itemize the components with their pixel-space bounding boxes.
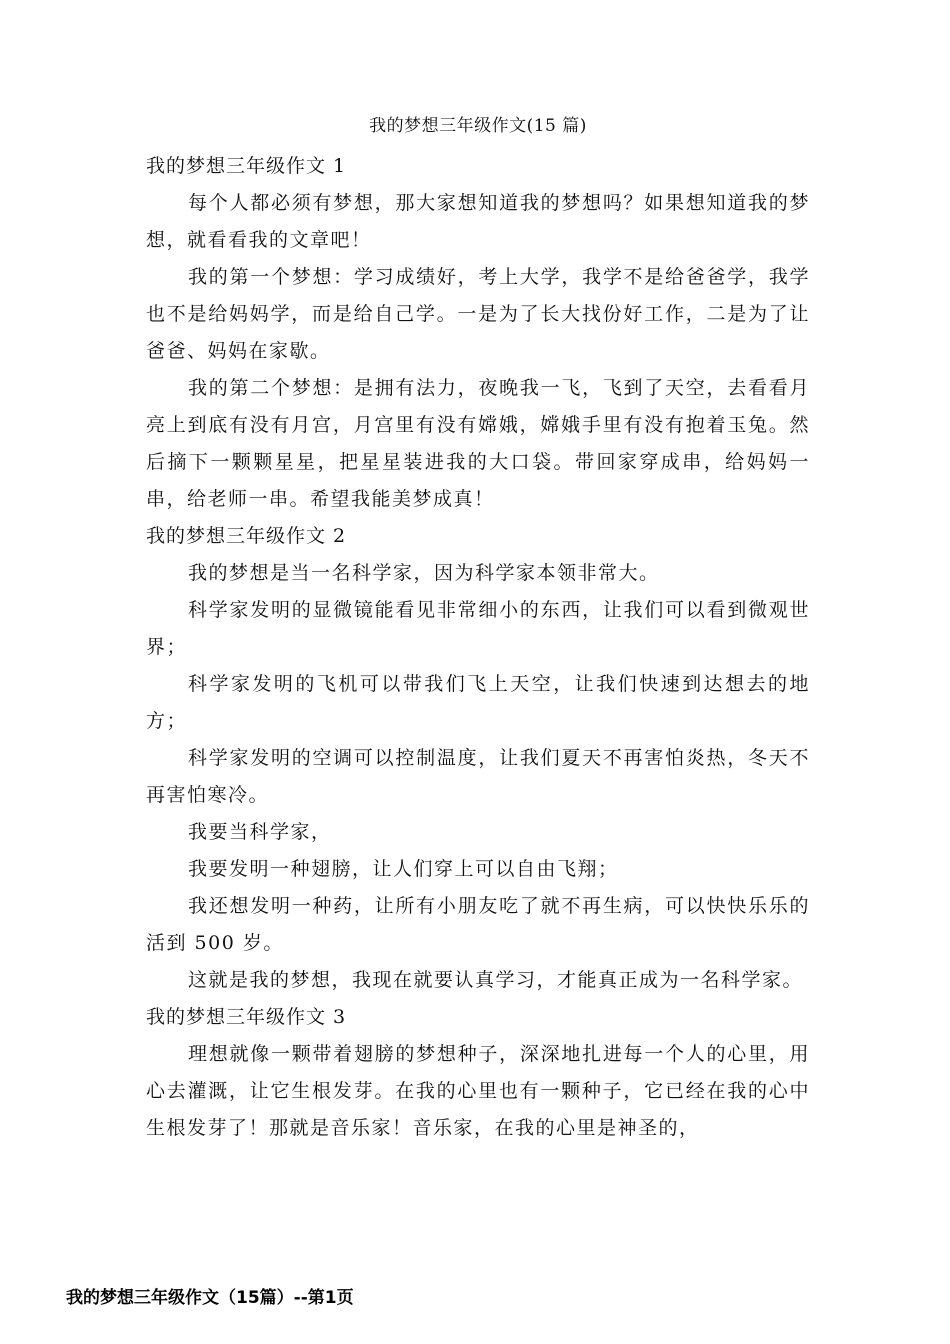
paragraph: 科学家发明的空调可以控制温度，让我们夏天不再害怕炎热，冬天不再害怕寒冷。 (146, 747, 810, 806)
essay-section-3 (146, 999, 810, 1147)
paragraph: 我的第二个梦想：是拥有法力，夜晚我一飞，飞到了天空，去看看月亮上到底有没有月宫，月宫里有没有嫦娥，嫦娥手里有没有抱着玉兔。然后摘下一颗颗星星，把星星装进我的大口袋。带回家穿成串，给妈妈一串，给老师一串。希望我能美梦成真！ (146, 377, 810, 510)
section-heading: 我的梦想三年级作文 2 (146, 525, 347, 547)
essay-section-1 (146, 148, 810, 518)
paragraph: 我还想发明一种药，让所有小朋友吃了就不再生病，可以快快乐乐的活到 500 岁。 (146, 895, 810, 954)
paragraph: 这就是我的梦想，我现在就要认真学习，才能真正成为一名科学家。 (188, 969, 804, 991)
paragraph: 我要发明一种翅膀，让人们穿上可以自由飞翔； (188, 858, 619, 880)
paragraph: 我的梦想是当一名科学家，因为科学家本领非常大。 (188, 562, 660, 584)
paragraph: 我要当科学家， (188, 821, 332, 843)
document-page (146, 106, 810, 1147)
document-title: 我的梦想三年级作文(15 篇) (369, 116, 587, 136)
paragraph: 科学家发明的飞机可以带我们飞上天空，让我们快速到达想去的地方； (146, 673, 810, 732)
paragraph: 科学家发明的显微镜能看见非常细小的东西，让我们可以看到微观世界； (146, 599, 810, 658)
essay-section-2 (146, 518, 810, 999)
paragraph: 每个人都必须有梦想，那大家想知道我的梦想吗？如果想知道我的梦想，就看看我的文章吧！ (146, 192, 810, 251)
section-heading: 我的梦想三年级作文 3 (146, 1006, 347, 1028)
paragraph: 我的第一个梦想：学习成绩好，考上大学，我学不是给爸爸学，我学也不是给妈妈学，而是给自己学。一是为了长大找份好工作，二是为了让爸爸、妈妈在家歇。 (146, 266, 810, 362)
section-heading: 我的梦想三年级作文 1 (146, 155, 347, 177)
page-footer: 我的梦想三年级作文（15篇）--第1页 (66, 1288, 354, 1308)
paragraph: 理想就像一颗带着翅膀的梦想种子，深深地扎进每一个人的心里，用心去灌溉，让它生根发芽。在我的心里也有一颗种子，它已经在我的心中生根发芽了！那就是音乐家！音乐家，在我的心里是神圣的， (146, 1043, 810, 1139)
